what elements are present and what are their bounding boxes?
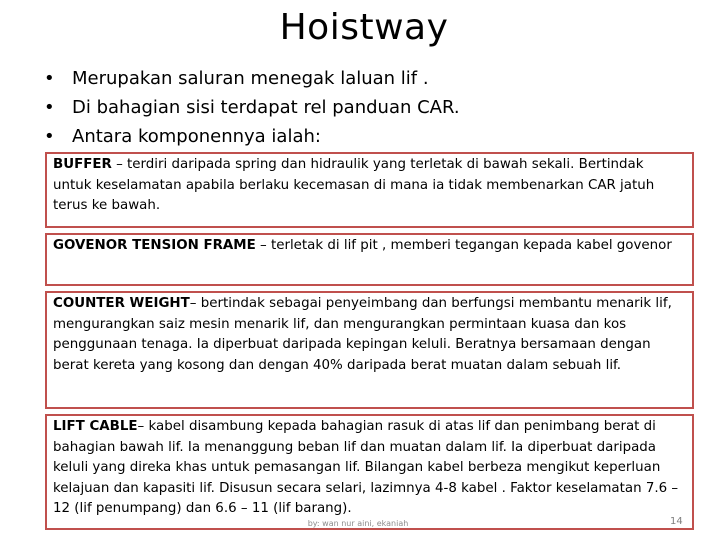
component-box-buffer bbox=[45, 152, 694, 228]
component-box-counter-weight bbox=[45, 291, 694, 409]
bullet-item bbox=[44, 122, 714, 151]
component-description: – terdiri daripada spring dan hidraulik yang terletak di bawah sekali. Bertindak untuk keselamatan apabila berlaku kecemasan di mana ia tidak membenarkan CAR jatuh terus ke bawah. bbox=[53, 157, 655, 213]
bullet-dot: • bbox=[44, 68, 55, 89]
component-term: BUFFER bbox=[53, 157, 112, 172]
bullet-dot: • bbox=[44, 97, 55, 118]
slide-title: Hoistway bbox=[279, 7, 449, 48]
component-description: – kabel disambung kepada bahagian rasuk di atas lif dan penimbang berat di bahagian bawah lif. Ia menanggung beban lif dan muatan dalam lif. Ia diperbuat daripada keluli yang direka khas untuk pemasangan lif. Bilangan kabel berbeza mengikut keperluan kelajuan dan kapasiti lif. Disusun secara selari, lazimnya 4-8 kabel . Faktor keselamatan 7.6 – 12 (lif penumpang) dan 6.6 – 11 (lif barang). bbox=[53, 419, 679, 516]
bullet-text: Di bahagian sisi terdapat rel panduan CAR. bbox=[72, 97, 460, 118]
bullet-item bbox=[44, 64, 714, 93]
bullet-list bbox=[44, 64, 714, 151]
bullet-text: Merupakan saluran menegak laluan lif . bbox=[72, 68, 429, 89]
component-description: – bertindak sebagai penyeimbang dan berfungsi membantu menarik lif, mengurangkan saiz mesin menarik lif, dan mengurangkan permintaan kuasa dan kos penggunaan tenaga. Ia diperbuat daripada kepingan keluli. Beratnya bersamaan dengan berat kereta yang kosong dan dengan 40% daripada berat muatan dalam sebuah lif. bbox=[53, 296, 672, 373]
component-term: LIFT CABLE bbox=[53, 419, 138, 434]
page-number: 14 bbox=[670, 516, 683, 527]
bullet-text: Antara komponennya ialah: bbox=[72, 126, 321, 147]
component-description: – terletak di lif pit , memberi tegangan kepada kabel govenor bbox=[255, 238, 672, 253]
bullet-item bbox=[44, 93, 714, 122]
component-box-govenor-tension-frame bbox=[45, 233, 694, 286]
footer-author: by: wan nur aini, ekaniah bbox=[307, 519, 409, 528]
component-box-lift-cable bbox=[45, 414, 694, 530]
component-term: COUNTER WEIGHT bbox=[53, 296, 190, 311]
bullet-dot: • bbox=[44, 126, 55, 147]
component-term: GOVENOR TENSION FRAME bbox=[53, 238, 256, 253]
